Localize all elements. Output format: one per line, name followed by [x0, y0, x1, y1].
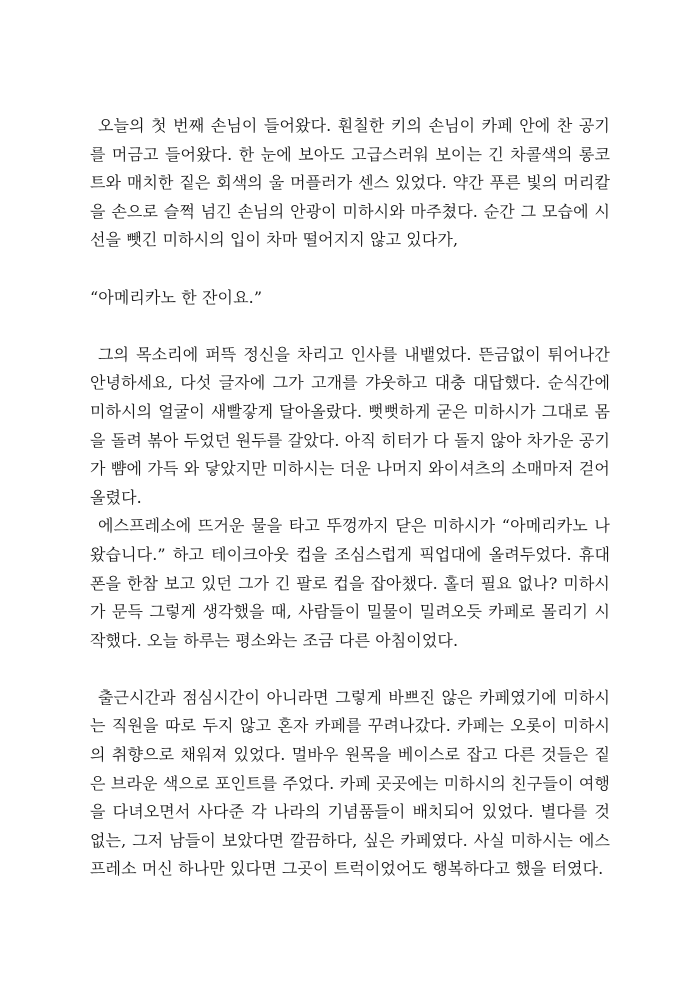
paragraph-spacer	[90, 655, 610, 684]
paragraph-2-dialogue: “아메리카노 한 잔이요.”	[90, 287, 263, 307]
paragraph-1: 오늘의 첫 번째 손님이 들어왔다. 훤칠한 키의 손님이 카페 안에 찬 공기를 머금고 들어왔다. 한 눈에 보아도 고급스러워 보이는 긴 차콜색의 롱코트와 매치한 짙은 회색의 울 머플러가 센스 있었다. 약간 푸른 빛의 머리칼을 손으로 슬쩍 넘긴 손님의 안광이 미하시와 마주쳤다. 순간 그 모습에 시선을 뺏긴 미하시의 입이 차마 떨어지지 않고 있다가,	[90, 116, 610, 250]
paragraph-spacer	[90, 312, 610, 341]
document-body	[90, 112, 610, 884]
paragraph-5: 출근시간과 점심시간이 아니라면 그렇게 바쁘진 않은 카페였기에 미하시는 직원을 따로 두지 않고 혼자 카페를 꾸려나갔다. 카페는 오롯이 미하시의 취향으로 채워져 있었다. 멀바우 원목을 베이스로 잡고 다른 것들은 짙은 브라운 색으로 포인트를 주었다. 카페 곳곳에는 미하시의 친구들이 여행을 다녀오면서 사다준 각 나라의 기념품들이 배치되어 있었다. 별다를 것 없는, 그저 남들이 보았다면 깔끔하다, 싶은 카페였다. 사실 미하시는 에스프레소 머신 하나만 있다면 그곳이 트럭이었어도 행복하다고 했을 터였다.	[90, 687, 610, 879]
paragraph-spacer	[90, 255, 610, 284]
paragraph-4: 에스프레소에 뜨거운 물을 타고 뚜껑까지 닫은 미하시가 “아메리카노 나왔습니다.” 하고 테이크아웃 컵을 조심스럽게 픽업대에 올려두었다. 휴대폰을 한참 보고 있던 그가 긴 팔로 컵을 잡아챘다. 홀더 필요 없나? 미하시가 문득 그렇게 생각했을 때, 사람들이 밀물이 밀려오듯 카페로 몰리기 시작했다. 오늘 하루는 평소와는 조금 다른 아침이었다.	[90, 516, 610, 650]
paragraph-3: 그의 목소리에 퍼뜩 정신을 차리고 인사를 내뱉었다. 뜬금없이 튀어나간 안녕하세요, 다섯 글자에 그가 고개를 갸웃하고 대충 대답했다. 순식간에 미하시의 얼굴이 새빨갛게 달아올랐다. 뻣뻣하게 굳은 미하시가 그대로 몸을 돌려 볶아 두었던 원두를 갈았다. 아직 히터가 다 돌지 않아 차가운 공기가 뺨에 가득 와 닿았지만 미하시는 더운 나머지 와이셔츠의 소매마저 걷어 올렸다.	[90, 344, 610, 507]
